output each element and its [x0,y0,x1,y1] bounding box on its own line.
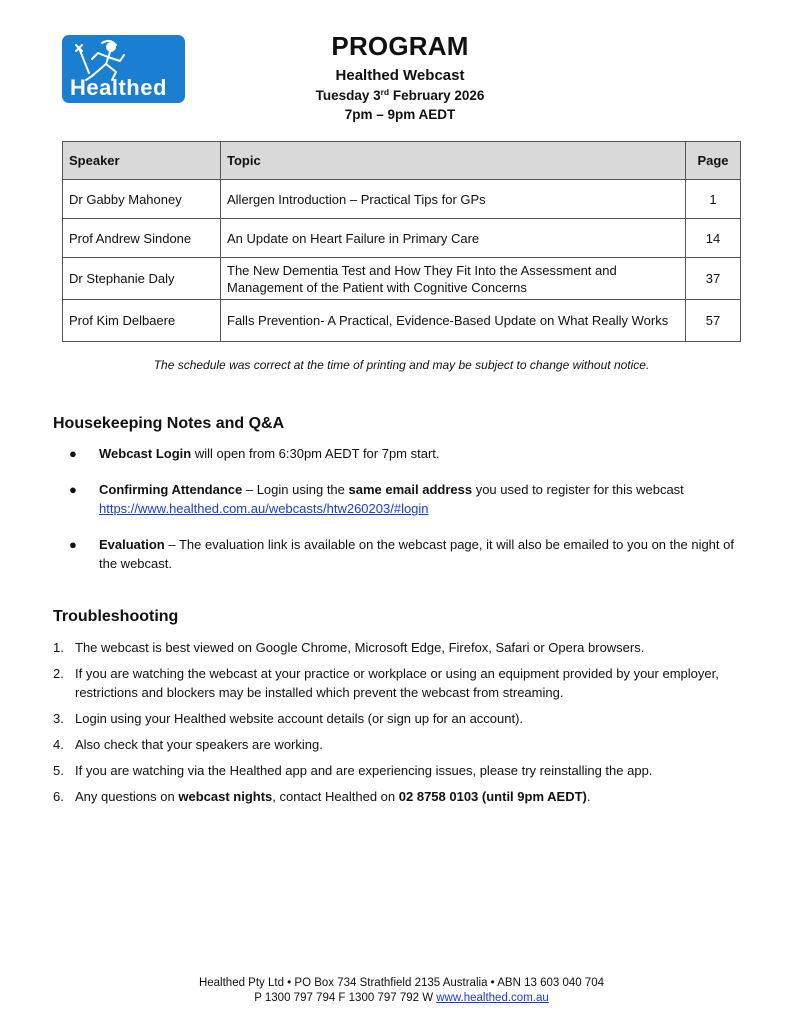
svg-text:Healthed: Healthed [70,75,167,100]
column-header-speaker: Speaker [63,142,221,180]
housekeeping-heading: Housekeeping Notes and Q&A [53,415,285,432]
list-item [66,535,746,573]
healthed-runner-logo-icon [62,35,185,103]
item-text: you used to register for this webcast [472,482,684,497]
table-row [63,258,741,300]
item-label: Evaluation [99,537,165,552]
item-text: – The evaluation link is available on the webcast page, it will also be emailed to you on the night of the webcast. [99,537,734,571]
list-item [53,735,743,754]
table-row [63,300,741,342]
speaker-cell: Dr Gabby Mahoney [63,180,221,219]
column-header-page: Page [686,142,741,180]
page-title: PROGRAM [331,31,469,61]
bullet-icon: ● [69,537,77,552]
troubleshooting-heading: Troubleshooting [53,608,179,625]
event-subtitle: Healthed Webcast [335,67,465,84]
item-text: – Login using the [242,482,349,497]
list-item [53,787,743,806]
table-row [63,180,741,219]
item-emphasis: webcast nights [178,789,273,804]
footer-company-line: Healthed Pty Ltd • PO Box 734 Strathfield 2135 Australia • ABN 13 603 040 704 [198,977,605,989]
speaker-cell: Prof Andrew Sindone [63,219,221,258]
healthed-logo [62,35,185,103]
event-date [250,86,550,105]
item-number: 1. [53,640,64,655]
housekeeping-list [66,444,746,590]
page-cell: 14 [686,219,741,258]
item-text: will open from 6:30pm AEDT for 7pm start. [191,446,440,461]
item-text: , contact Healthed on [272,789,399,804]
item-text: Also check that your speakers are working. [75,737,323,752]
bullet-icon: ● [69,446,77,461]
item-text: . [586,789,591,804]
item-emphasis: same email address [348,482,473,497]
event-time: 7pm – 9pm AEDT [344,107,456,122]
table-row [63,219,741,258]
topic-cell: Falls Prevention- A Practical, Evidence-Based Update on What Really Works [221,300,686,342]
page-footer [0,976,791,1006]
item-number: 4. [53,737,64,752]
program-table [62,141,741,342]
event-date-ordinal: rd [380,87,390,97]
document-header [250,30,550,124]
schedule-disclaimer: The schedule was correct at the time of printing and may be subject to change without notice. [153,358,650,372]
item-number: 3. [53,711,64,726]
list-item [66,480,746,518]
event-date-day: Tuesday 3 [315,88,381,103]
item-text: If you are watching via the Healthed app and are experiencing issues, please try reinstalling the app. [75,763,653,778]
table-header-row [63,142,741,180]
item-text: Any questions on [75,789,179,804]
topic-cell: Allergen Introduction – Practical Tips for GPs [221,180,686,219]
speaker-cell: Dr Stephanie Daly [63,258,221,300]
login-link[interactable]: https://www.healthed.com.au/webcasts/htw260203/#login [99,501,429,516]
page-cell: 1 [686,180,741,219]
item-text: If you are watching the webcast at your practice or workplace or using an equipment provided by your employer, restrictions and blockers may be installed which prevent the webcast from streaming. [75,666,719,700]
list-item [53,761,743,780]
footer-phone-fax: P 1300 797 794 F 1300 797 792 W [254,992,437,1004]
event-date-month-year: February 2026 [389,88,485,103]
list-item [53,638,743,657]
item-label: Webcast Login [99,446,192,461]
page-cell: 37 [686,258,741,300]
speaker-cell: Prof Kim Delbaere [63,300,221,342]
list-item [66,444,746,463]
item-number: 5. [53,763,64,778]
footer-contact-line [0,991,791,1006]
website-link[interactable]: www.healthed.com.au [436,992,549,1004]
contact-phone: 02 8758 0103 (until 9pm AEDT) [398,789,587,804]
list-item [53,664,743,702]
column-header-topic: Topic [221,142,686,180]
topic-cell: An Update on Heart Failure in Primary Care [221,219,686,258]
item-number: 2. [53,666,64,681]
item-label: Confirming Attendance [99,482,243,497]
item-text: Login using your Healthed website account details (or sign up for an account). [75,711,524,726]
bullet-icon: ● [69,482,77,497]
item-number: 6. [53,789,64,804]
list-item [53,709,743,728]
topic-cell: The New Dementia Test and How They Fit Into the Assessment and Management of the Patient with Cognitive Concerns [221,258,686,300]
page-cell: 57 [686,300,741,342]
item-text: The webcast is best viewed on Google Chrome, Microsoft Edge, Firefox, Safari or Opera browsers. [75,640,645,655]
troubleshooting-list [53,638,743,813]
